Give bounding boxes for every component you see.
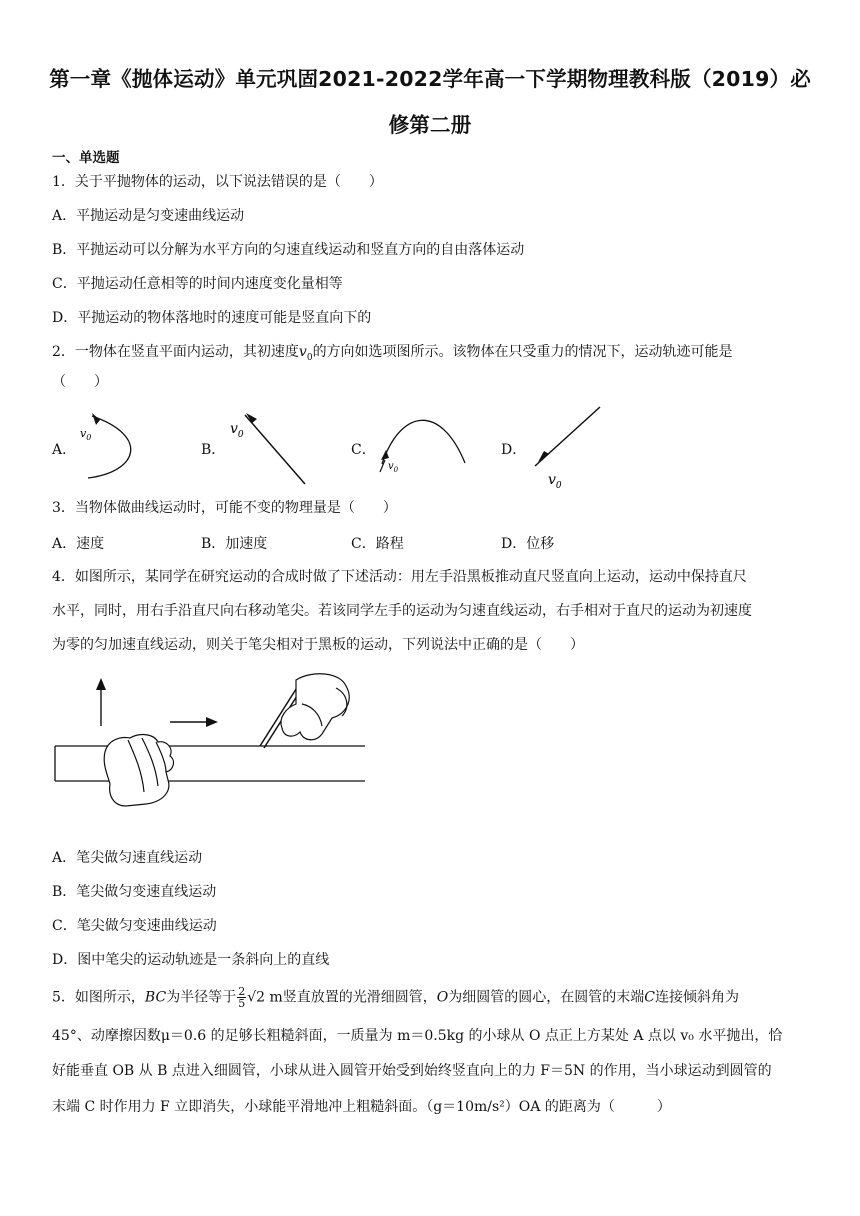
- q4-stem-line3: 为零的匀加速直线运动，则关于笔尖相对于黑板的运动，下列说法中正确的是（ ）: [52, 637, 584, 653]
- q4-stem-line2: 水平，同时，用右手沿直尺向右移动笔尖。若该同学左手的运动为匀速直线运动，右手相对于直尺的运动为初速度: [52, 603, 752, 619]
- q1-option-c: C．平抛运动任意相等的时间内速度变化量相等: [52, 276, 343, 292]
- q5-bc: BC: [144, 989, 167, 1006]
- q5-l1e: 连接倾斜角为: [654, 989, 739, 1006]
- q3-option-d: D．位移: [501, 536, 555, 552]
- left-hand-icon: [104, 735, 173, 806]
- q5-sqrt: √2: [247, 989, 266, 1006]
- q2-stem: [52, 342, 733, 368]
- q2-option-c-label: C．: [351, 442, 376, 458]
- q2-figure-c: [380, 420, 465, 474]
- q5-fraction: [237, 986, 246, 1009]
- q5-l1d: 为细圆管的圆心，在圆管的末端: [448, 989, 645, 1006]
- q4-option-d: D．图中笔尖的运动轨迹是一条斜向上的直线: [52, 952, 330, 968]
- q3-option-a: A．速度: [52, 536, 105, 552]
- q1-option-d: D．平抛运动的物体落地时的速度可能是竖直向下的: [52, 310, 372, 326]
- q5-c: C: [644, 989, 655, 1006]
- q5-frac-den: 5: [238, 997, 246, 1010]
- arrow-icon: [538, 451, 549, 462]
- q2-stem-paren: （ ）: [52, 374, 108, 390]
- q2-figure-a: [80, 413, 131, 478]
- q2-option-a-label: A．: [52, 442, 77, 458]
- q5-frac-num: 2: [238, 985, 246, 998]
- q2-a-v0: $v_0$: [80, 427, 92, 442]
- ruler: [55, 746, 365, 781]
- right-hand-with-pen-icon: [260, 674, 349, 748]
- section-heading: 一、单选题: [52, 150, 120, 166]
- document-title-line2: 修第二册: [388, 113, 472, 137]
- q2-option-d-label: D．: [501, 442, 527, 458]
- q5-unit: m: [265, 989, 283, 1006]
- q2-d-v0: $v_0$: [548, 472, 562, 491]
- q4-stem-line1: 4．如图所示，某同学在研究运动的合成时做了下述活动：用左手沿黑板推动直尺竖直向上运动，运动中保持直尺: [52, 569, 747, 585]
- q5-l1a: 5．如图所示，: [52, 989, 145, 1006]
- q4-figure-ruler-hands: [50, 668, 380, 818]
- q3-stem: 3．当物体做曲线运动时，可能不变的物理量是（ ）: [52, 500, 397, 516]
- q4-option-a: A．笔尖做匀速直线运动: [52, 850, 203, 866]
- q2-stem-b: 的方向如选项图所示。该物体在只受重力的情况下，运动轨迹可能是: [312, 344, 733, 360]
- q5-o: O: [436, 989, 449, 1006]
- q2-stem-v: v: [298, 344, 307, 360]
- q2-stem-a: 2．一物体在竖直平面内运动，其初速度: [52, 344, 299, 360]
- q5-line3: 好能垂直 OB 从 B 点进入细圆管，小球从进入圆管开始受到始终竖直向上的力 F＝5N 的作用，当小球运动到圆管的: [52, 1063, 772, 1079]
- q2-option-b-label: B．: [201, 442, 226, 458]
- q5-line1: [52, 986, 739, 1009]
- q5-line2: 45°、动摩擦因数μ＝0.6 的足够长粗糙斜面，一质量为 m＝0.5kg 的小球从 O 点正上方某处 A 点以 v₀ 水平抛出，恰: [52, 1028, 783, 1044]
- q1-option-b: B．平抛运动可以分解为水平方向的匀速直线运动和竖直方向的自由落体运动: [52, 242, 525, 258]
- q2-c-v0: $v_0$: [388, 461, 399, 474]
- arrow-icon: [381, 450, 389, 460]
- up-arrow-icon: [96, 678, 106, 726]
- q5-l1c: 竖直放置的光滑细圆管，: [282, 989, 437, 1006]
- q2-b-v0: $v_0$: [230, 421, 244, 440]
- q4-option-b: B．笔尖做匀变速直线运动: [52, 884, 217, 900]
- q4-option-c: C．笔尖做匀变速曲线运动: [52, 918, 217, 934]
- q2-figure-b: [230, 413, 305, 484]
- q5-l1b: 为半径等于: [166, 989, 237, 1006]
- q3-option-b: B．加速度: [201, 536, 268, 552]
- q1-option-a: A．平抛运动是匀变速曲线运动: [52, 208, 245, 224]
- q5-line4: 末端 C 时作用力 F 立即消失，小球能平滑地冲上粗糙斜面。（g＝10m/s²）OA 的距离为（ ）: [52, 1099, 671, 1115]
- arrow-icon: [92, 413, 100, 425]
- q2-figure-d: [535, 407, 600, 491]
- q1-stem: 1．关于平抛物体的运动，以下说法错误的是（ ）: [52, 174, 383, 190]
- q2-options-figures: [0, 400, 860, 500]
- right-arrow-icon: [170, 717, 218, 727]
- q3-option-c: C．路程: [351, 536, 404, 552]
- q2-stem-sub: 0: [306, 352, 313, 363]
- document-title-line1: 第一章《抛体运动》单元巩固2021-2022学年高一下学期物理教科版（2019）必: [49, 67, 811, 91]
